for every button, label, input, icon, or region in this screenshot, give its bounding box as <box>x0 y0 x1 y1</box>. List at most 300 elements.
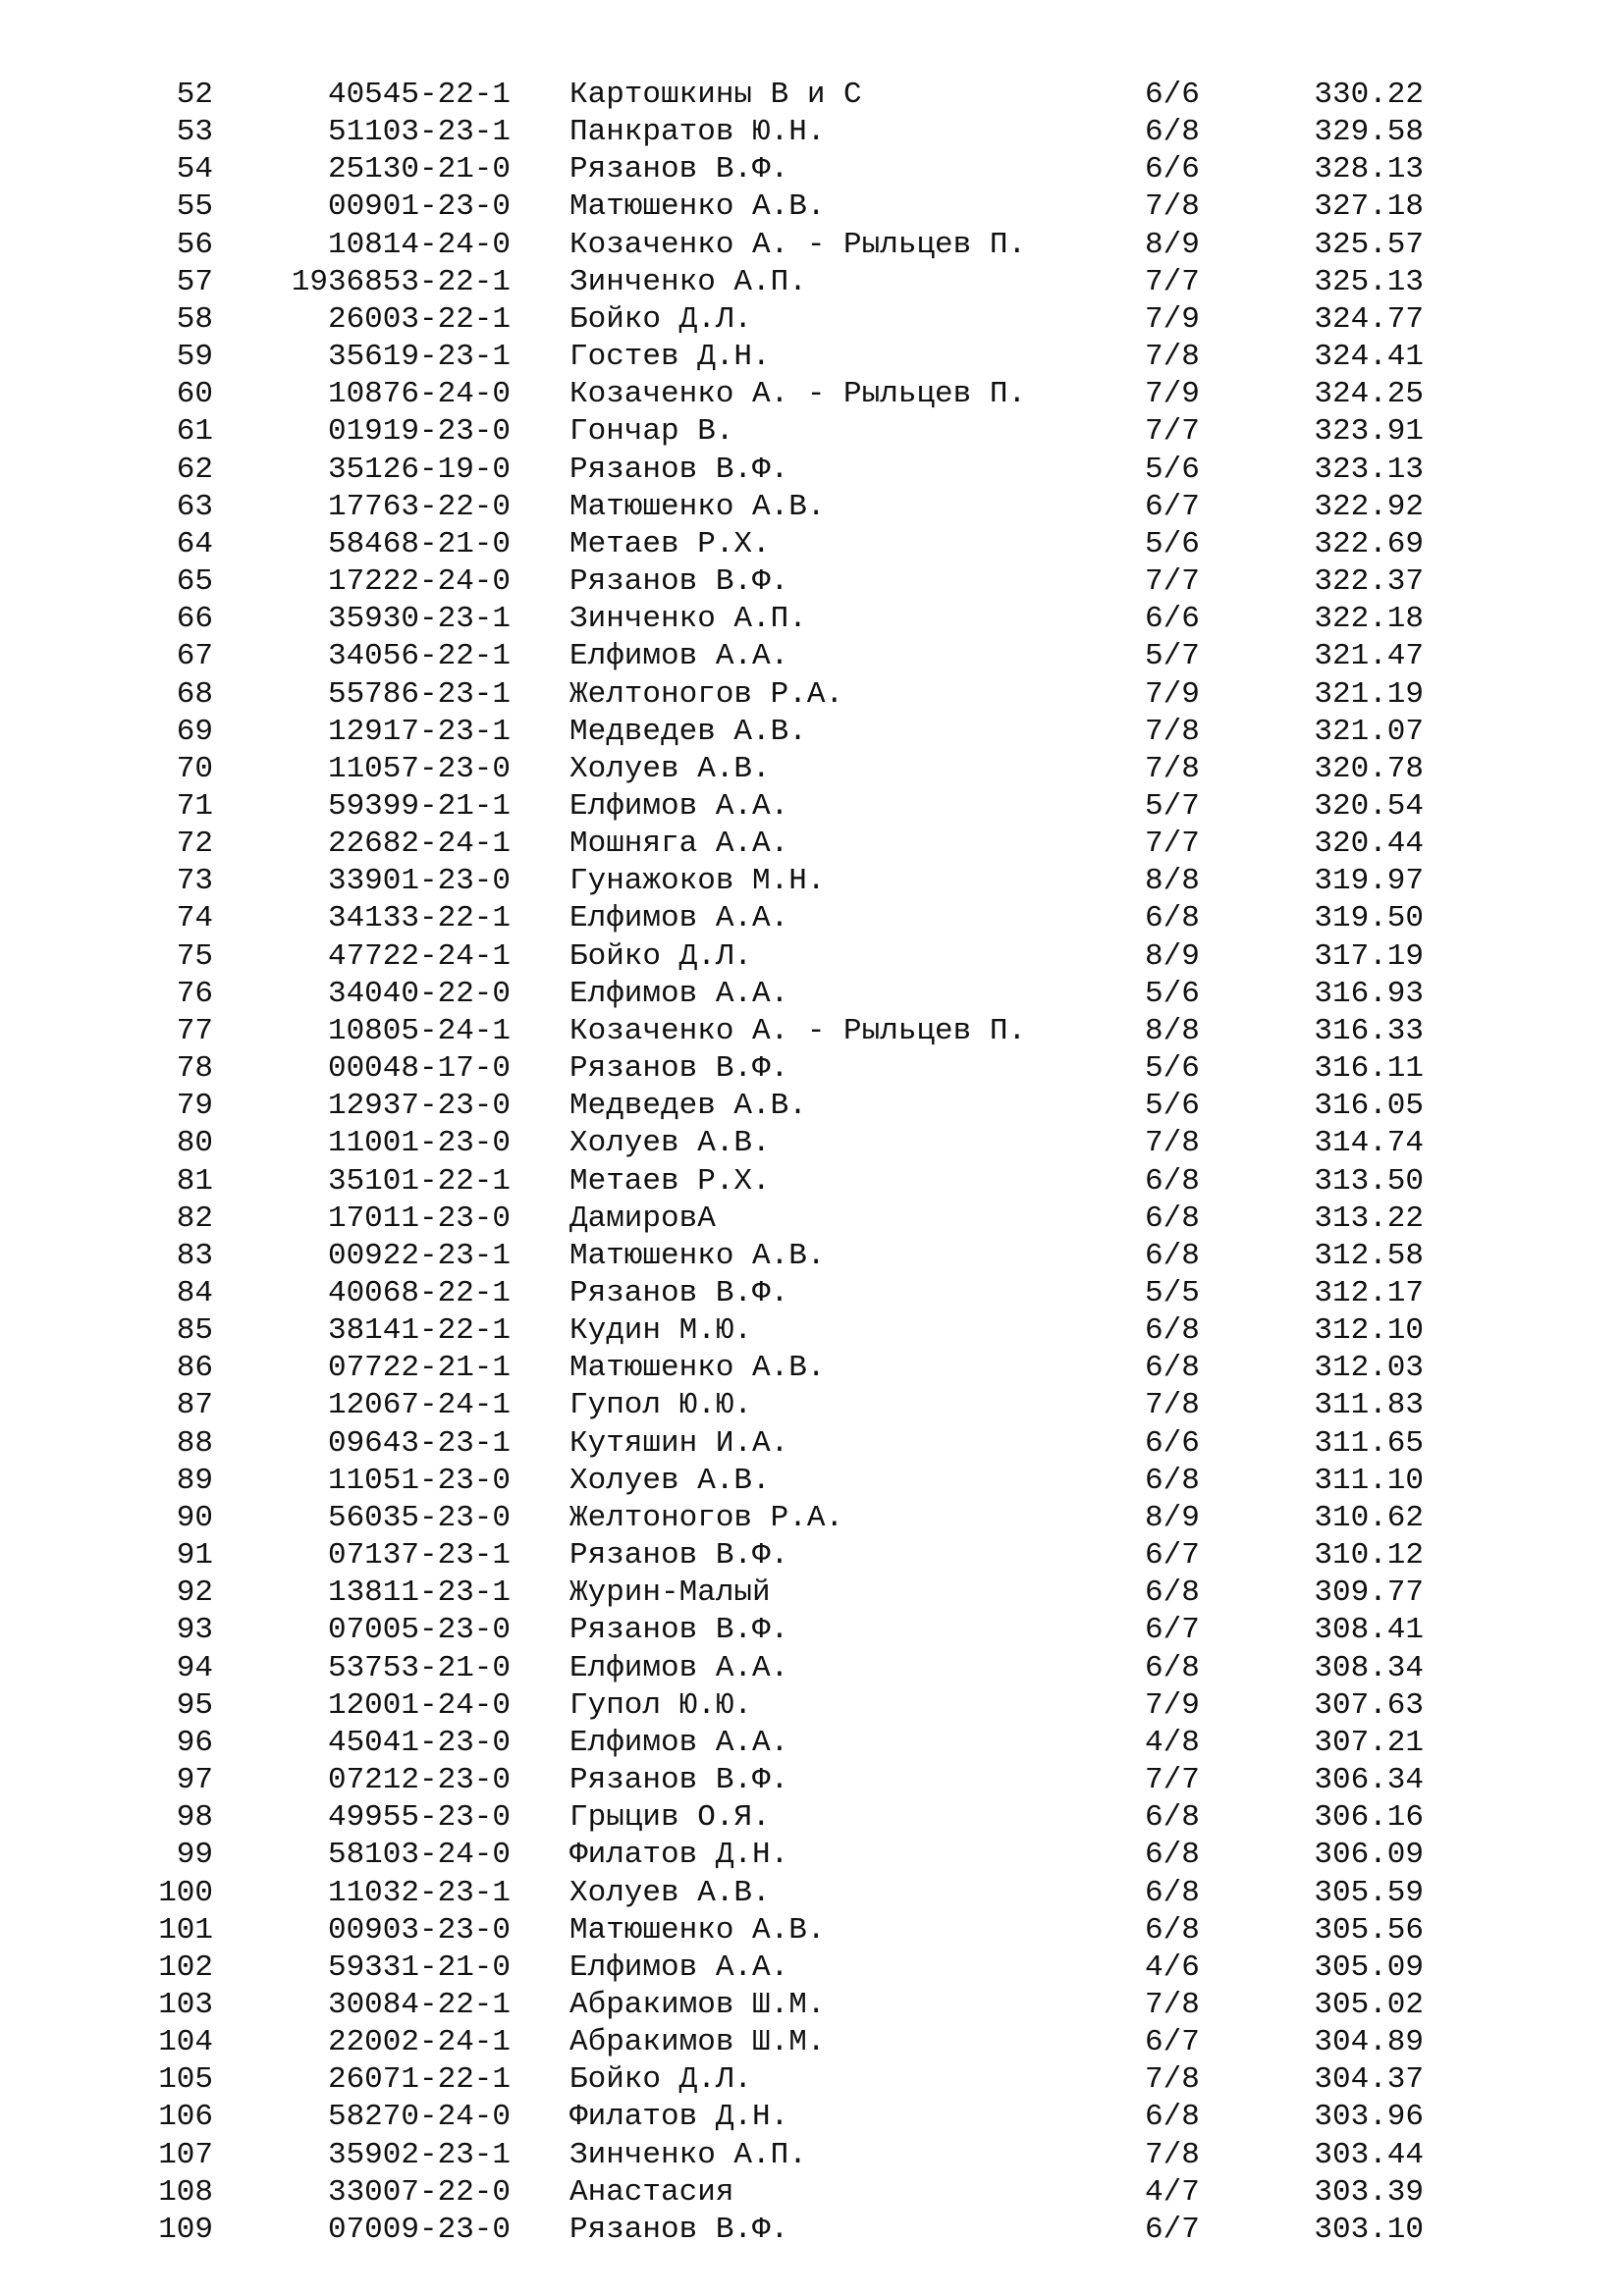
score-cell: 317.19 <box>1314 938 1424 974</box>
table-row <box>0 526 1624 563</box>
table-row <box>0 77 1624 114</box>
table-row <box>0 1762 1624 1799</box>
owner-name-cell: Гунажоков М.Н. <box>569 864 826 899</box>
owner-name-cell: Елфимов А.А. <box>569 1725 789 1760</box>
rank-cell: 83 <box>176 1238 213 1273</box>
score-cell: 314.74 <box>1314 1126 1424 1161</box>
record-id-cell: 01919-23-0 <box>327 414 511 450</box>
score-cell: 304.89 <box>1314 2025 1424 2060</box>
rank-cell: 108 <box>158 2174 213 2210</box>
owner-name-cell: Журин-Малый <box>569 1575 771 1611</box>
table-row <box>0 2212 1624 2249</box>
record-id-cell: 12937-23-0 <box>327 1089 511 1124</box>
record-id-cell: 25130-21-0 <box>327 152 511 187</box>
record-id-cell: 17011-23-0 <box>327 1201 511 1236</box>
score-cell: 323.13 <box>1314 452 1424 487</box>
table-row <box>0 339 1624 376</box>
score-cell: 327.18 <box>1314 189 1424 225</box>
score-cell: 305.56 <box>1314 1912 1424 1948</box>
ratio-cell: 7/7 <box>1145 1763 1200 1798</box>
record-id-cell: 00048-17-0 <box>327 1051 511 1087</box>
ratio-cell: 6/8 <box>1145 1463 1200 1498</box>
record-id-cell: 10805-24-1 <box>327 1013 511 1048</box>
score-cell: 310.62 <box>1314 1500 1424 1535</box>
rank-cell: 102 <box>158 1949 213 1985</box>
record-id-cell: 40545-22-1 <box>327 78 511 112</box>
score-cell: 303.96 <box>1314 2100 1424 2135</box>
owner-name-cell: Кутяшин И.А. <box>569 1425 789 1461</box>
ratio-cell: 7/8 <box>1145 340 1200 375</box>
ratio-cell: 7/7 <box>1145 564 1200 600</box>
table-row <box>0 376 1624 413</box>
record-id-cell: 22682-24-1 <box>327 827 511 862</box>
rank-cell: 65 <box>176 564 213 600</box>
rank-cell: 64 <box>176 526 213 561</box>
record-id-cell: 11057-23-0 <box>327 751 511 786</box>
rank-cell: 61 <box>176 414 213 450</box>
table-row <box>0 2061 1624 2099</box>
ratio-cell: 6/8 <box>1145 1800 1200 1836</box>
score-cell: 312.03 <box>1314 1351 1424 1386</box>
owner-name-cell: Рязанов В.Ф. <box>569 1051 789 1087</box>
owner-name-cell: Панкратов Ю.Н. <box>569 115 826 150</box>
record-id-cell: 12067-24-1 <box>327 1388 511 1423</box>
ratio-cell: 5/6 <box>1145 1051 1200 1087</box>
record-id-cell: 10876-24-0 <box>327 377 511 412</box>
score-cell: 320.54 <box>1314 788 1424 824</box>
owner-name-cell: Зинченко А.П. <box>569 2137 807 2172</box>
record-id-cell: 58270-24-0 <box>327 2100 511 2135</box>
table-row <box>0 452 1624 489</box>
ratio-cell: 6/6 <box>1145 1425 1200 1461</box>
table-row <box>0 976 1624 1013</box>
ratio-cell: 7/7 <box>1145 264 1200 299</box>
score-cell: 305.02 <box>1314 1987 1424 2022</box>
record-id-cell: 17763-22-0 <box>327 489 511 524</box>
owner-name-cell: Метаев Р.Х. <box>569 1163 771 1199</box>
ratio-cell: 8/8 <box>1145 864 1200 899</box>
owner-name-cell: Козаченко А. - Рыльцев П. <box>569 1013 1027 1048</box>
owner-name-cell: Грыцив О.Я. <box>569 1800 771 1836</box>
table-row <box>0 188 1624 226</box>
table-row <box>0 1350 1624 1387</box>
table-row <box>0 1987 1624 2024</box>
score-cell: 303.39 <box>1314 2174 1424 2210</box>
ratio-cell: 5/7 <box>1145 788 1200 824</box>
owner-name-cell: Гостев Д.Н. <box>569 340 771 375</box>
record-id-cell: 26071-22-1 <box>327 2062 511 2098</box>
table-row <box>0 1500 1624 1537</box>
rank-cell: 95 <box>176 1687 213 1723</box>
rank-cell: 56 <box>176 227 213 262</box>
table-row <box>0 301 1624 339</box>
owner-name-cell: Елфимов А.А. <box>569 639 789 674</box>
table-row <box>0 1799 1624 1837</box>
owner-name-cell: Абракимов Ш.М. <box>569 1987 826 2022</box>
ratio-cell: 6/6 <box>1145 152 1200 187</box>
owner-name-cell: Анастасия <box>569 2174 734 2210</box>
ratio-cell: 6/8 <box>1145 901 1200 936</box>
record-id-cell: 55786-23-1 <box>327 676 511 712</box>
ranking-list <box>0 77 1624 2249</box>
rank-cell: 105 <box>158 2062 213 2098</box>
record-id-cell: 07009-23-0 <box>327 2212 511 2247</box>
record-id-cell: 00922-23-1 <box>327 1238 511 1273</box>
score-cell: 325.13 <box>1314 264 1424 299</box>
rank-cell: 98 <box>176 1800 213 1836</box>
score-cell: 312.10 <box>1314 1313 1424 1349</box>
owner-name-cell: Филатов Д.Н. <box>569 1838 789 1873</box>
table-row <box>0 1612 1624 1649</box>
owner-name-cell: Медведев А.В. <box>569 714 807 749</box>
owner-name-cell: Елфимов А.А. <box>569 976 789 1011</box>
rank-cell: 96 <box>176 1725 213 1760</box>
rank-cell: 77 <box>176 1013 213 1048</box>
rank-cell: 82 <box>176 1201 213 1236</box>
table-row <box>0 751 1624 788</box>
table-row <box>0 601 1624 638</box>
score-cell: 322.69 <box>1314 526 1424 561</box>
owner-name-cell: Рязанов В.Ф. <box>569 1538 789 1574</box>
table-row <box>0 2137 1624 2174</box>
rank-cell: 60 <box>176 377 213 412</box>
owner-name-cell: ДамировА <box>569 1201 716 1236</box>
ratio-cell: 6/8 <box>1145 1875 1200 1910</box>
score-cell: 303.44 <box>1314 2137 1424 2172</box>
owner-name-cell: Елфимов А.А. <box>569 788 789 824</box>
rank-cell: 67 <box>176 639 213 674</box>
owner-name-cell: Козаченко А. - Рыльцев П. <box>569 227 1027 262</box>
record-id-cell: 12917-23-1 <box>327 714 511 749</box>
rank-cell: 97 <box>176 1763 213 1798</box>
rank-cell: 54 <box>176 152 213 187</box>
record-id-cell: 1936853-22-1 <box>291 264 511 299</box>
ratio-cell: 6/8 <box>1145 1650 1200 1685</box>
record-id-cell: 59331-21-0 <box>327 1949 511 1985</box>
rank-cell: 63 <box>176 489 213 524</box>
table-row <box>0 788 1624 826</box>
table-row <box>0 1238 1624 1275</box>
record-id-cell: 30084-22-1 <box>327 1987 511 2022</box>
owner-name-cell: Елфимов А.А. <box>569 1650 789 1685</box>
score-cell: 307.63 <box>1314 1687 1424 1723</box>
score-cell: 328.13 <box>1314 152 1424 187</box>
record-id-cell: 33901-23-0 <box>327 864 511 899</box>
owner-name-cell: Медведев А.В. <box>569 1089 807 1124</box>
owner-name-cell: Зинченко А.П. <box>569 602 807 637</box>
rank-cell: 103 <box>158 1987 213 2022</box>
rank-cell: 106 <box>158 2100 213 2135</box>
ratio-cell: 6/8 <box>1145 1912 1200 1948</box>
table-row <box>0 2024 1624 2061</box>
table-row <box>0 114 1624 151</box>
rank-cell: 93 <box>176 1613 213 1648</box>
record-id-cell: 34056-22-1 <box>327 639 511 674</box>
rank-cell: 79 <box>176 1089 213 1124</box>
owner-name-cell: Бойко Д.Л. <box>569 2062 753 2098</box>
ratio-cell: 5/7 <box>1145 639 1200 674</box>
rank-cell: 80 <box>176 1126 213 1161</box>
rank-cell: 55 <box>176 189 213 225</box>
record-id-cell: 34040-22-0 <box>327 976 511 1011</box>
owner-name-cell: Козаченко А. - Рыльцев П. <box>569 377 1027 412</box>
owner-name-cell: Метаев Р.Х. <box>569 526 771 561</box>
record-id-cell: 51103-23-1 <box>327 115 511 150</box>
table-row <box>0 1312 1624 1350</box>
record-id-cell: 22002-24-1 <box>327 2025 511 2060</box>
table-row <box>0 489 1624 526</box>
rank-cell: 100 <box>158 1875 213 1910</box>
owner-name-cell: Матюшенко А.В. <box>569 189 826 225</box>
record-id-cell: 45041-23-0 <box>327 1725 511 1760</box>
record-id-cell: 47722-24-1 <box>327 938 511 974</box>
score-cell: 305.09 <box>1314 1949 1424 1985</box>
record-id-cell: 38141-22-1 <box>327 1313 511 1349</box>
table-row <box>0 227 1624 264</box>
ratio-cell: 6/7 <box>1145 1538 1200 1574</box>
table-row <box>0 2174 1624 2212</box>
ratio-cell: 6/7 <box>1145 2212 1200 2247</box>
ratio-cell: 6/8 <box>1145 1313 1200 1349</box>
ratio-cell: 6/8 <box>1145 1201 1200 1236</box>
ratio-cell: 7/8 <box>1145 751 1200 786</box>
score-cell: 311.83 <box>1314 1388 1424 1423</box>
table-row <box>0 714 1624 751</box>
table-row <box>0 1687 1624 1725</box>
rank-cell: 73 <box>176 864 213 899</box>
ratio-cell: 6/8 <box>1145 1163 1200 1199</box>
rank-cell: 74 <box>176 901 213 936</box>
score-cell: 316.05 <box>1314 1089 1424 1124</box>
rank-cell: 89 <box>176 1463 213 1498</box>
record-id-cell: 35101-22-1 <box>327 1163 511 1199</box>
owner-name-cell: Рязанов В.Ф. <box>569 564 789 600</box>
table-row <box>0 1725 1624 1762</box>
owner-name-cell: Абракимов Ш.М. <box>569 2025 826 2060</box>
table-row <box>0 900 1624 937</box>
owner-name-cell: Зинченко А.П. <box>569 264 807 299</box>
record-id-cell: 09643-23-1 <box>327 1425 511 1461</box>
owner-name-cell: Холуев А.В. <box>569 751 771 786</box>
score-cell: 324.77 <box>1314 301 1424 337</box>
table-row <box>0 1650 1624 1687</box>
owner-name-cell: Рязанов В.Ф. <box>569 1276 789 1310</box>
ratio-cell: 7/9 <box>1145 377 1200 412</box>
table-row <box>0 1912 1624 1949</box>
rank-cell: 94 <box>176 1650 213 1685</box>
score-cell: 308.34 <box>1314 1650 1424 1685</box>
table-row <box>0 1163 1624 1201</box>
ratio-cell: 6/6 <box>1145 602 1200 637</box>
record-id-cell: 07137-23-1 <box>327 1538 511 1574</box>
score-cell: 316.33 <box>1314 1013 1424 1048</box>
score-cell: 305.59 <box>1314 1875 1424 1910</box>
table-row <box>0 264 1624 301</box>
ratio-cell: 7/8 <box>1145 189 1200 225</box>
table-row <box>0 826 1624 863</box>
ratio-cell: 7/9 <box>1145 1687 1200 1723</box>
ratio-cell: 8/9 <box>1145 227 1200 262</box>
rank-cell: 86 <box>176 1351 213 1386</box>
record-id-cell: 07722-21-1 <box>327 1351 511 1386</box>
score-cell: 316.93 <box>1314 976 1424 1011</box>
rank-cell: 101 <box>158 1912 213 1948</box>
score-cell: 313.50 <box>1314 1163 1424 1199</box>
owner-name-cell: Картошкины В и С <box>569 78 862 112</box>
table-row <box>0 151 1624 188</box>
table-row <box>0 1463 1624 1500</box>
score-cell: 321.19 <box>1314 676 1424 712</box>
owner-name-cell: Рязанов В.Ф. <box>569 1763 789 1798</box>
score-cell: 330.22 <box>1314 78 1424 112</box>
ratio-cell: 6/7 <box>1145 489 1200 524</box>
owner-name-cell: Рязанов В.Ф. <box>569 152 789 187</box>
rank-cell: 104 <box>158 2025 213 2060</box>
ratio-cell: 7/8 <box>1145 1388 1200 1423</box>
rank-cell: 84 <box>176 1276 213 1310</box>
ratio-cell: 6/8 <box>1145 2100 1200 2135</box>
table-row <box>0 1013 1624 1050</box>
table-row <box>0 1050 1624 1088</box>
ratio-cell: 7/8 <box>1145 714 1200 749</box>
record-id-cell: 56035-23-0 <box>327 1500 511 1535</box>
rank-cell: 59 <box>176 340 213 375</box>
ratio-cell: 8/8 <box>1145 1013 1200 1048</box>
table-row <box>0 1949 1624 1987</box>
table-row <box>0 1875 1624 1912</box>
ratio-cell: 7/7 <box>1145 414 1200 450</box>
record-id-cell: 11051-23-0 <box>327 1463 511 1498</box>
score-cell: 303.10 <box>1314 2212 1424 2247</box>
rank-cell: 71 <box>176 788 213 824</box>
table-row <box>0 1837 1624 1874</box>
rank-cell: 70 <box>176 751 213 786</box>
score-cell: 322.37 <box>1314 564 1424 600</box>
record-id-cell: 35930-23-1 <box>327 602 511 637</box>
score-cell: 323.91 <box>1314 414 1424 450</box>
record-id-cell: 07005-23-0 <box>327 1613 511 1648</box>
rank-cell: 99 <box>176 1838 213 1873</box>
score-cell: 308.41 <box>1314 1613 1424 1648</box>
record-id-cell: 35902-23-1 <box>327 2137 511 2172</box>
record-id-cell: 12001-24-0 <box>327 1687 511 1723</box>
ratio-cell: 6/8 <box>1145 1575 1200 1611</box>
rank-cell: 53 <box>176 115 213 150</box>
owner-name-cell: Елфимов А.А. <box>569 1949 789 1985</box>
owner-name-cell: Филатов Д.Н. <box>569 2100 789 2135</box>
score-cell: 312.17 <box>1314 1276 1424 1310</box>
owner-name-cell: Гупол Ю.Ю. <box>569 1687 753 1723</box>
rank-cell: 76 <box>176 976 213 1011</box>
table-row <box>0 1088 1624 1125</box>
rank-cell: 87 <box>176 1388 213 1423</box>
ratio-cell: 6/8 <box>1145 1238 1200 1273</box>
ratio-cell: 7/8 <box>1145 1987 1200 2022</box>
record-id-cell: 35619-23-1 <box>327 340 511 375</box>
score-cell: 320.78 <box>1314 751 1424 786</box>
ratio-cell: 5/6 <box>1145 976 1200 1011</box>
owner-name-cell: Гупол Ю.Ю. <box>569 1388 753 1423</box>
record-id-cell: 13811-23-1 <box>327 1575 511 1611</box>
owner-name-cell: Холуев А.В. <box>569 1463 771 1498</box>
score-cell: 313.22 <box>1314 1201 1424 1236</box>
table-row <box>0 1575 1624 1612</box>
record-id-cell: 11001-23-0 <box>327 1126 511 1161</box>
ratio-cell: 6/7 <box>1145 1613 1200 1648</box>
owner-name-cell: Матюшенко А.В. <box>569 1912 826 1948</box>
rank-cell: 91 <box>176 1538 213 1574</box>
rank-cell: 109 <box>158 2212 213 2247</box>
ratio-cell: 8/9 <box>1145 938 1200 974</box>
rank-cell: 68 <box>176 676 213 712</box>
record-id-cell: 58103-24-0 <box>327 1838 511 1873</box>
score-cell: 310.12 <box>1314 1538 1424 1574</box>
rank-cell: 69 <box>176 714 213 749</box>
owner-name-cell: Рязанов В.Ф. <box>569 1613 789 1648</box>
ratio-cell: 7/8 <box>1145 2137 1200 2172</box>
score-cell: 309.77 <box>1314 1575 1424 1611</box>
record-id-cell: 59399-21-1 <box>327 788 511 824</box>
owner-name-cell: Холуев А.В. <box>569 1875 771 1910</box>
owner-name-cell: Матюшенко А.В. <box>569 1351 826 1386</box>
score-cell: 324.25 <box>1314 377 1424 412</box>
ratio-cell: 5/6 <box>1145 526 1200 561</box>
score-cell: 319.97 <box>1314 864 1424 899</box>
rank-cell: 88 <box>176 1425 213 1461</box>
table-row <box>0 676 1624 714</box>
score-cell: 306.09 <box>1314 1838 1424 1873</box>
score-cell: 306.34 <box>1314 1763 1424 1798</box>
ratio-cell: 6/8 <box>1145 1838 1200 1873</box>
owner-name-cell: Желтоногов Р.А. <box>569 1500 844 1535</box>
rank-cell: 75 <box>176 938 213 974</box>
score-cell: 329.58 <box>1314 115 1424 150</box>
record-id-cell: 33007-22-0 <box>327 2174 511 2210</box>
ratio-cell: 7/8 <box>1145 1126 1200 1161</box>
owner-name-cell: Мошняга А.А. <box>569 827 789 862</box>
ratio-cell: 4/8 <box>1145 1725 1200 1760</box>
rank-cell: 81 <box>176 1163 213 1199</box>
score-cell: 307.21 <box>1314 1725 1424 1760</box>
record-id-cell: 34133-22-1 <box>327 901 511 936</box>
rank-cell: 92 <box>176 1575 213 1611</box>
rank-cell: 72 <box>176 827 213 862</box>
rank-cell: 52 <box>176 78 213 112</box>
score-cell: 320.44 <box>1314 827 1424 862</box>
ratio-cell: 7/8 <box>1145 2062 1200 2098</box>
rank-cell: 58 <box>176 301 213 337</box>
ratio-cell: 7/9 <box>1145 676 1200 712</box>
table-row <box>0 1537 1624 1575</box>
rank-cell: 78 <box>176 1051 213 1087</box>
table-row <box>0 938 1624 976</box>
score-cell: 322.92 <box>1314 489 1424 524</box>
ratio-cell: 5/5 <box>1145 1276 1200 1310</box>
score-cell: 321.07 <box>1314 714 1424 749</box>
score-cell: 306.16 <box>1314 1800 1424 1836</box>
record-id-cell: 53753-21-0 <box>327 1650 511 1685</box>
ratio-cell: 7/9 <box>1145 301 1200 337</box>
score-cell: 311.65 <box>1314 1425 1424 1461</box>
ratio-cell: 6/8 <box>1145 115 1200 150</box>
rank-cell: 66 <box>176 602 213 637</box>
score-cell: 311.10 <box>1314 1463 1424 1498</box>
score-cell: 321.47 <box>1314 639 1424 674</box>
score-cell: 312.58 <box>1314 1238 1424 1273</box>
owner-name-cell: Матюшенко А.В. <box>569 1238 826 1273</box>
rank-cell: 62 <box>176 452 213 487</box>
record-id-cell: 35126-19-0 <box>327 452 511 487</box>
